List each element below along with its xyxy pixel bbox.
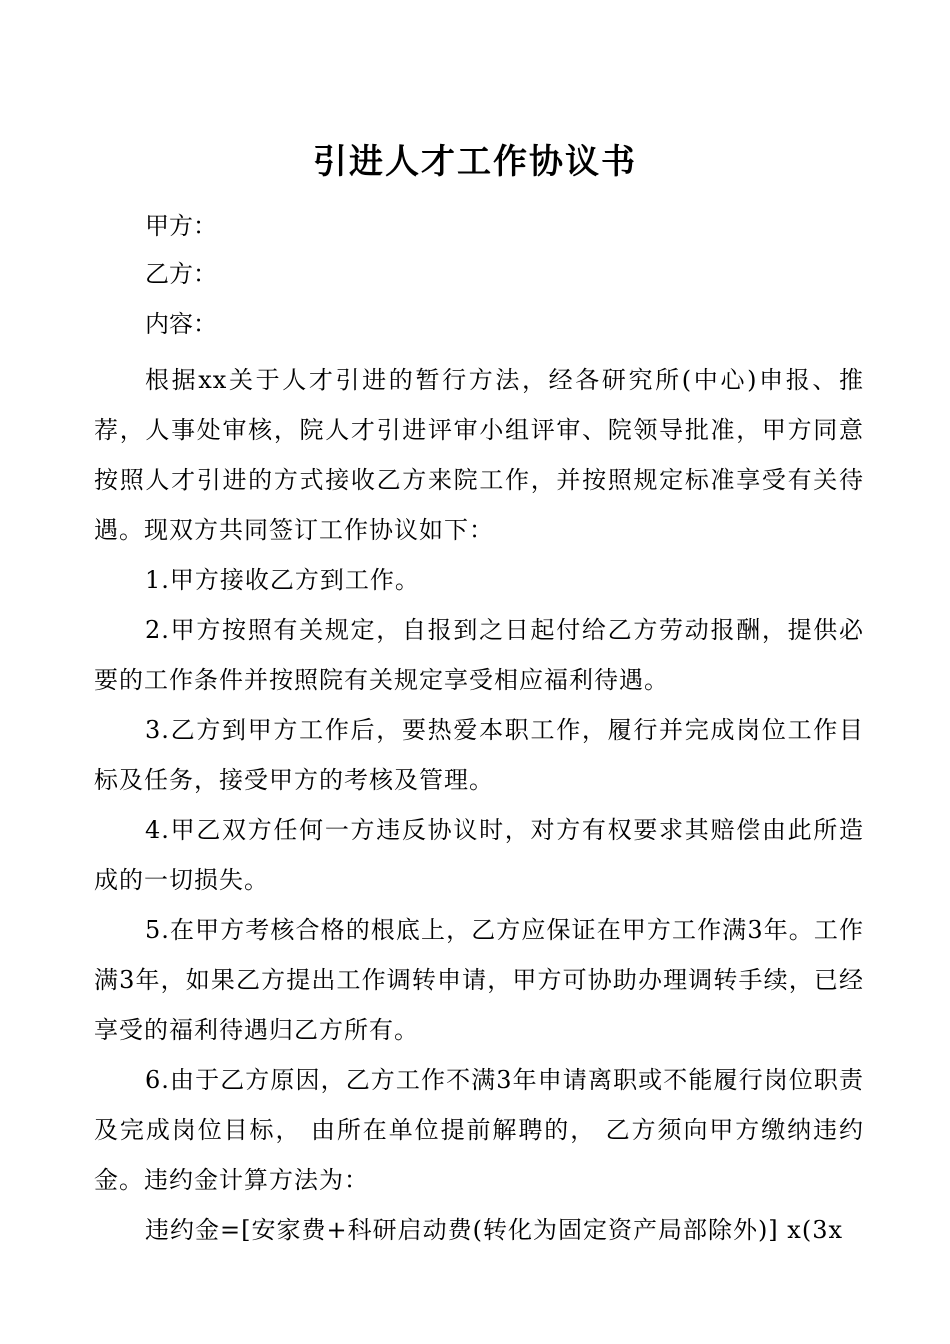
clause-4: 4.甲乙双方任何一方违反协议时，对方有权要求其赔偿由此所造成的一切损失。 <box>94 816 864 894</box>
party-b-label: 乙方： <box>145 260 217 288</box>
clause-3: 3.乙方到甲方工作后，要热爱本职工作，履行并完成岗位工作目标及任务，接受甲方的考核及管理。 <box>94 716 864 794</box>
party-a-label: 甲方： <box>145 212 217 240</box>
clause-5: 5.在甲方考核合格的根底上，乙方应保证在甲方工作满3年。工作满3年，如果乙方提出工作调转申请，甲方可协助办理调转手续，已经享受的福利待遇归乙方所有。 <box>94 916 864 1044</box>
penalty-formula: 违约金=[安家费+科研启动费(转化为固定资产局部除外)] x(3x <box>145 1216 844 1244</box>
agreement-body <box>94 355 864 1255</box>
paragraph-intro: 根据xx关于人才引进的暂行方法，经各研究所(中心)申报、推荐，人事处审核，院人才引进评审小组评审、院领导批准，甲方同意按照人才引进的方式接收乙方来院工作，并按照规定标准享受有关待遇。现双方共同签订工作协议如下： <box>94 366 864 544</box>
clause-2: 2.甲方按照有关规定，自报到之日起付给乙方劳动报酬，提供必要的工作条件并按照院有关规定享受相应福利待遇。 <box>94 616 864 694</box>
clause-1: 1.甲方接收乙方到工作。 <box>145 566 420 594</box>
content-label: 内容： <box>145 310 217 338</box>
document-title: 引进人才工作协议书 <box>313 142 637 182</box>
clause-6: 6.由于乙方原因，乙方工作不满3年申请离职或不能履行岗位职责及完成岗位目标， 由所在单位提前解聘的， 乙方须向甲方缴纳违约金。违约金计算方法为： <box>94 1066 864 1194</box>
